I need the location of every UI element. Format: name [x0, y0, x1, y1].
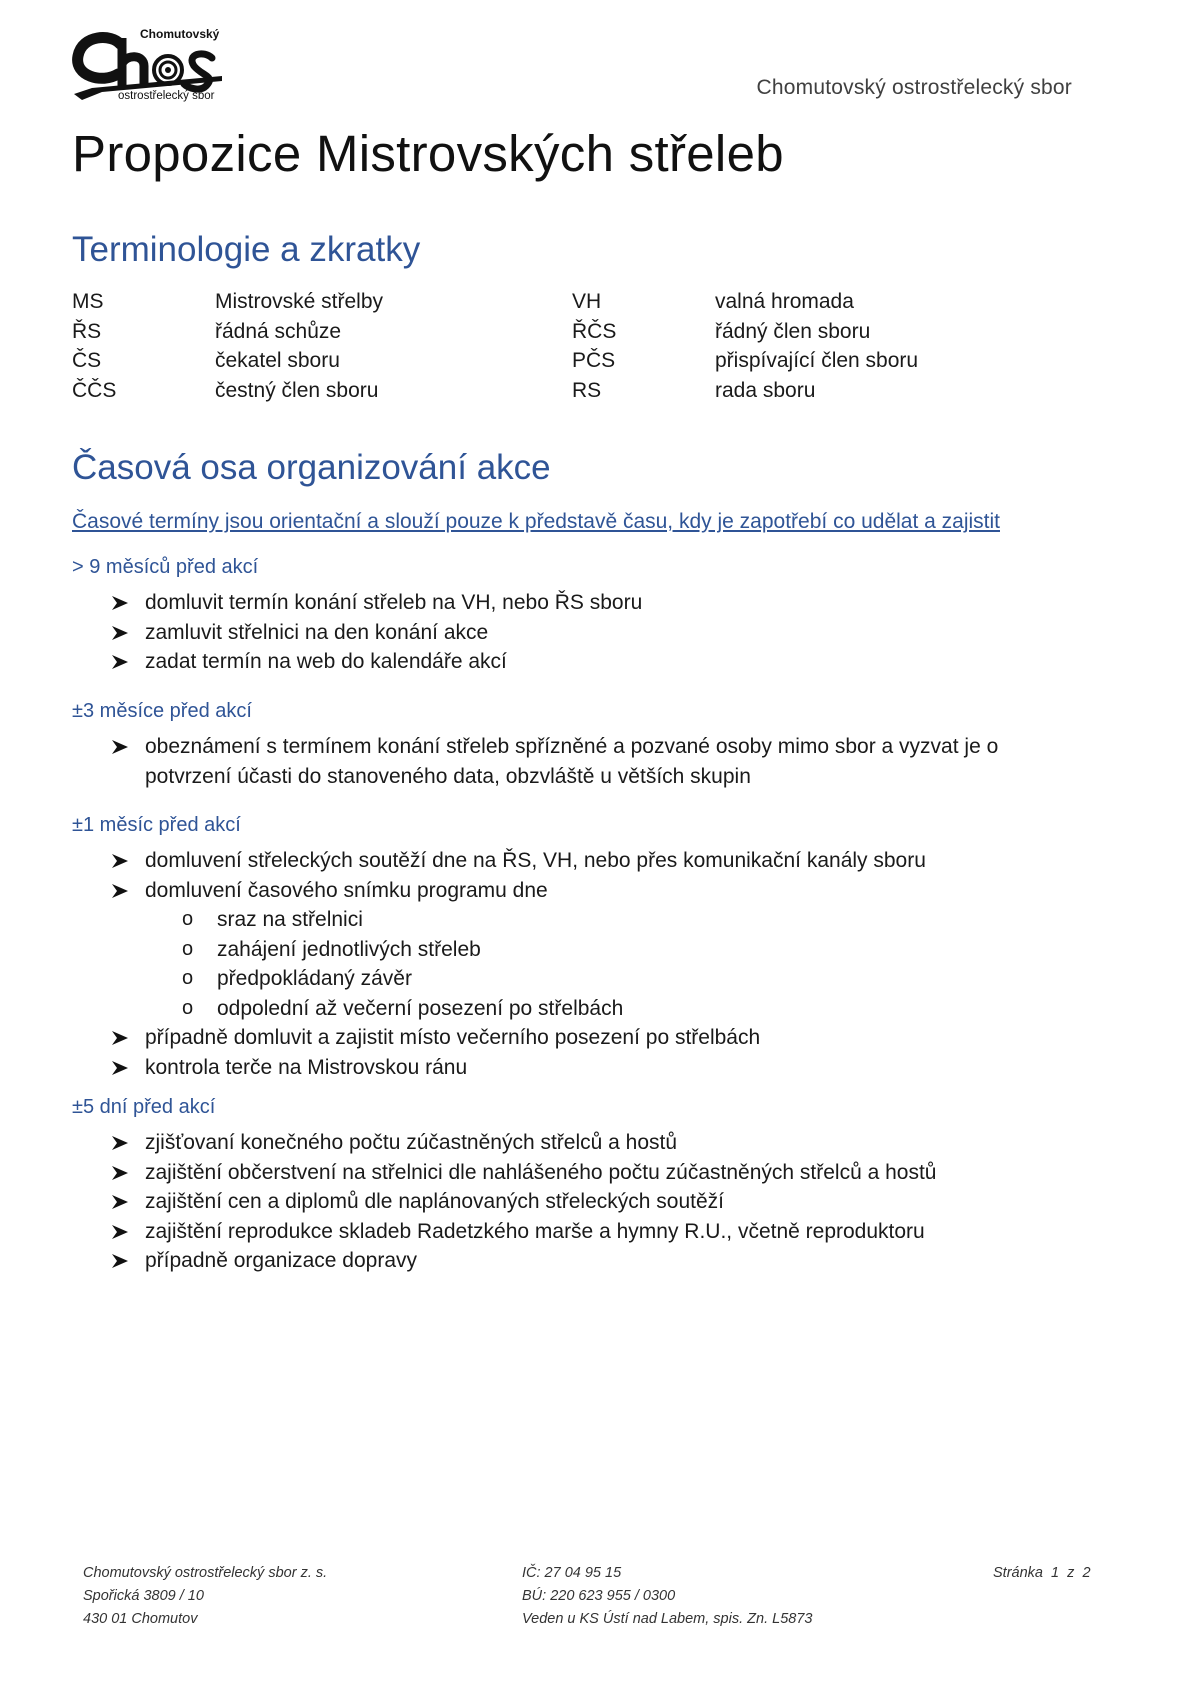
page-title: Propozice Mistrovských střeleb	[72, 125, 784, 182]
header-org-name: Chomutovský ostrostřelecký sbor	[756, 76, 1072, 99]
term-definition: čekatel sboru	[215, 349, 340, 372]
term-abbr: RS	[572, 378, 602, 402]
list-item	[0, 588, 1075, 618]
list-item-text: případně organizace dopravy	[145, 1249, 418, 1272]
list-item	[0, 1053, 1075, 1083]
list-item	[0, 846, 1075, 876]
terms-table	[72, 290, 972, 408]
sub-list-item-text: zahájení jednotlivých střeleb	[217, 937, 481, 961]
arrow-bullet-icon	[112, 1136, 128, 1150]
list-item	[0, 876, 1075, 906]
footer-line: IČ: 27 04 95 15	[522, 1565, 622, 1581]
timeline-list	[0, 588, 1075, 677]
footer-line: Spořická 3809 / 10	[83, 1587, 204, 1604]
svg-text:ostrostřelecký sbor: ostrostřelecký sbor	[118, 90, 215, 102]
list-item-text: obeznámení s termínem konání střeleb spřízněné a pozvané osoby mimo sbor a vyzvat je o potvrzení účasti do stanoveného data, obzvláště u větších skupin	[145, 735, 999, 788]
term-abbr: ŘS	[72, 319, 102, 343]
timeline-list	[0, 1128, 1075, 1276]
term-definition: rada sboru	[715, 378, 816, 402]
list-item	[0, 1187, 1075, 1217]
term-abbr: PČS	[572, 349, 616, 372]
term-abbr: ŘČS	[572, 319, 617, 343]
arrow-bullet-icon	[112, 655, 128, 669]
arrow-bullet-icon	[112, 1031, 128, 1045]
arrow-bullet-icon	[112, 596, 128, 610]
arrow-bullet-icon	[112, 740, 128, 754]
term-abbr: ČS	[72, 349, 102, 372]
circle-bullet-icon: o	[182, 967, 194, 989]
sub-list-item	[0, 964, 1067, 994]
sub-list-item-text: předpokládaný závěr	[217, 967, 412, 990]
arrow-bullet-icon	[112, 884, 128, 898]
sub-list-item	[0, 994, 1067, 1024]
term-definition: Mistrovské střelby	[215, 290, 384, 313]
section-heading-terminology: Terminologie a zkratky	[72, 230, 421, 269]
term-definition: valná hromada	[715, 290, 854, 313]
list-item	[0, 1217, 1075, 1247]
arrow-bullet-icon	[112, 1195, 128, 1209]
list-item-text: zajištění reprodukce skladeb Radetzkého marše a hymny R.U., včetně reproduktoru	[145, 1219, 925, 1243]
term-row	[72, 320, 972, 350]
timeline-note: Časové termíny jsou orientační a slouží pouze k představě času, kdy je zapotřebí co udělat a zajistit	[72, 510, 1000, 533]
term-definition: řádná schůze	[215, 319, 342, 343]
footer-registration	[522, 1562, 812, 1630]
arrow-bullet-icon	[112, 854, 128, 868]
footer-line: Chomutovský ostrostřelecký sbor z. s.	[83, 1565, 328, 1581]
sub-list-item-text: odpolední až večerní posezení po střelbách	[217, 996, 624, 1020]
arrow-bullet-icon	[112, 1061, 128, 1075]
footer-line: BÚ: 220 623 955 / 0300	[522, 1587, 676, 1604]
circle-bullet-icon: o	[182, 937, 194, 960]
term-definition: přispívající člen sboru	[715, 349, 919, 372]
list-item-text: zadat termín na web do kalendáře akcí	[145, 650, 507, 673]
term-definition: čestný člen sboru	[215, 378, 379, 402]
list-item-text: kontrola terče na Mistrovskou ránu	[145, 1055, 468, 1079]
list-item	[0, 1246, 1075, 1276]
page-number: Stránka 1 z 2	[993, 1565, 1091, 1581]
circle-bullet-icon: o	[182, 908, 194, 930]
arrow-bullet-icon	[112, 1166, 128, 1180]
list-item	[0, 647, 1075, 677]
list-item-text: zamluvit střelnici na den konání akce	[145, 620, 489, 644]
footer-address	[83, 1562, 327, 1630]
sub-list-item	[0, 935, 1067, 965]
list-item	[0, 1128, 1075, 1158]
footer-line: Veden u KS Ústí nad Labem, spis. Zn. L5873	[522, 1610, 813, 1627]
timeline-group-heading: ±5 dní před akcí	[72, 1096, 216, 1118]
timeline-group-heading: ±3 měsíce před akcí	[72, 700, 252, 722]
arrow-bullet-icon	[112, 626, 128, 640]
list-item-text: zajištění cen a diplomů dle naplánovaných střeleckých soutěží	[145, 1190, 724, 1213]
sub-list-item	[0, 905, 1067, 935]
list-item-text: domluvit termín konání střeleb na VH, nebo ŘS sboru	[145, 591, 643, 614]
arrow-bullet-icon	[112, 1225, 128, 1239]
term-row	[72, 379, 972, 409]
list-item-text: případně domluvit a zajistit místo večerního posezení po střelbách	[145, 1026, 761, 1049]
sub-list-item-text: sraz na střelnici	[217, 908, 363, 931]
arrow-bullet-icon	[112, 1254, 128, 1268]
term-row	[72, 290, 972, 320]
timeline-group-heading: ±1 měsíc před akcí	[72, 814, 241, 836]
list-item-text: zajištění občerstvení na střelnici dle nahlášeného počtu zúčastněných střelců a hostů	[145, 1160, 937, 1184]
list-item	[0, 1158, 1075, 1188]
svg-text:Chomutovský: Chomutovský	[140, 27, 220, 41]
list-item	[0, 1023, 1075, 1053]
term-definition: řádný člen sboru	[715, 319, 871, 343]
term-abbr: ČČS	[72, 378, 117, 402]
circle-bullet-icon: o	[182, 996, 194, 1019]
list-item	[0, 618, 1075, 648]
timeline-list	[0, 732, 1075, 791]
term-row	[72, 349, 972, 379]
timeline-list	[0, 846, 1075, 1082]
section-heading-timeline: Časová osa organizování akce	[72, 448, 551, 487]
list-item	[0, 732, 1075, 791]
list-item-text: zjišťovaní konečného počtu zúčastněných střelců a hostů	[145, 1131, 678, 1154]
list-item-text: domluvení střeleckých soutěží dne na ŘS, VH, nebo přes komunikační kanály sboru	[145, 849, 926, 872]
timeline-group-heading: > 9 měsíců před akcí	[72, 556, 259, 578]
footer-line: 430 01 Chomutov	[83, 1610, 198, 1627]
term-abbr: MS	[72, 290, 104, 313]
list-item-text: domluvení časového snímku programu dne	[145, 878, 548, 902]
chos-logo	[72, 26, 232, 108]
term-abbr: VH	[572, 290, 602, 313]
